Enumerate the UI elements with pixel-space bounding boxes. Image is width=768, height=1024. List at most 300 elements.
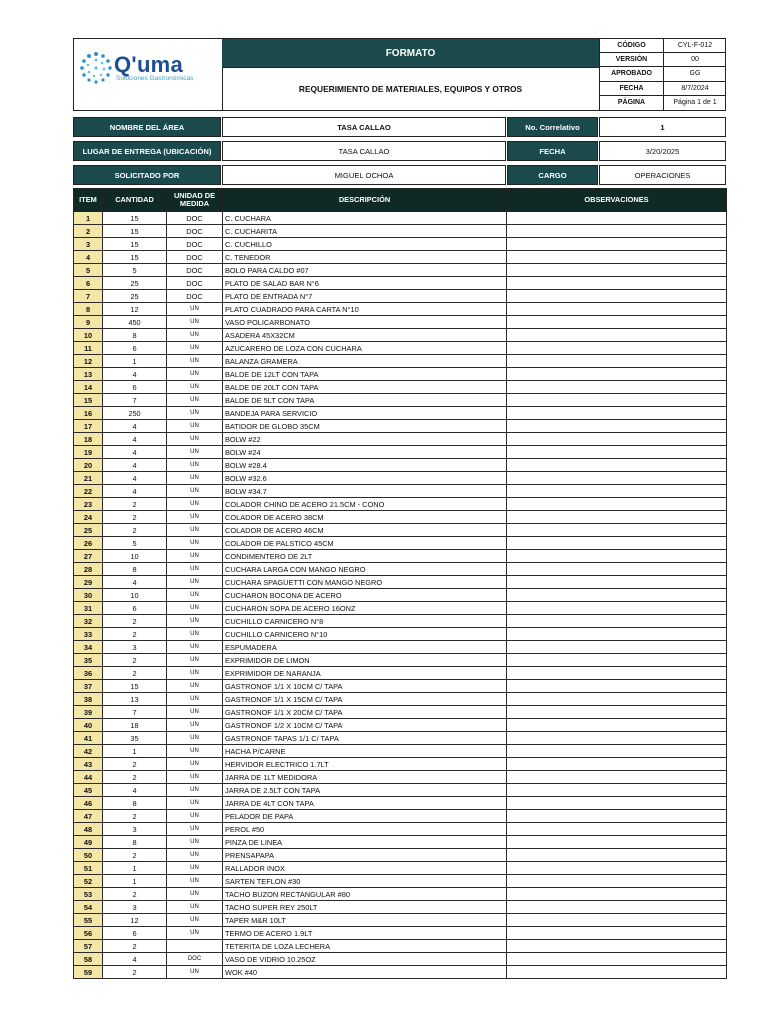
item-description: BOLO PARA CALDO #07 (223, 264, 507, 277)
items-table (73, 188, 727, 979)
item-number: 13 (74, 368, 103, 381)
item-quantity: 2 (103, 667, 167, 680)
table-row (74, 472, 727, 485)
item-observations (507, 381, 727, 394)
item-quantity: 8 (103, 329, 167, 342)
col-header-observaciones: OBSERVACIONES (507, 189, 727, 212)
col-header-cantidad: CANTIDAD (103, 189, 167, 212)
item-number: 7 (74, 290, 103, 303)
item-unit: UN (167, 576, 223, 589)
item-unit: UN (167, 329, 223, 342)
item-description: ASADERA 45X32CM (223, 329, 507, 342)
item-number: 31 (74, 602, 103, 615)
correlativo-value: 1 (599, 117, 726, 137)
item-quantity: 2 (103, 511, 167, 524)
item-quantity: 2 (103, 498, 167, 511)
item-observations (507, 264, 727, 277)
item-quantity: 18 (103, 719, 167, 732)
meta-key: VERSIÓN (600, 53, 664, 66)
table-row (74, 394, 727, 407)
table-row (74, 940, 727, 953)
table-row (74, 368, 727, 381)
item-observations (507, 602, 727, 615)
item-unit: UN (167, 420, 223, 433)
item-unit: UN (167, 914, 223, 927)
item-description: COLADOR DE PALSTICO 45CM (223, 537, 507, 550)
item-number: 20 (74, 459, 103, 472)
item-number: 35 (74, 654, 103, 667)
item-observations (507, 472, 727, 485)
item-number: 12 (74, 355, 103, 368)
item-description: C. TENEDOR (223, 251, 507, 264)
table-row (74, 771, 727, 784)
info-row-area (73, 117, 726, 137)
item-unit: UN (167, 511, 223, 524)
item-number: 8 (74, 303, 103, 316)
item-description: COLADOR CHINO DE ACERO 21.5CM - CONO (223, 498, 507, 511)
item-quantity: 15 (103, 238, 167, 251)
table-row (74, 303, 727, 316)
table-row (74, 602, 727, 615)
correlativo-label: No. Correlativo (507, 117, 598, 137)
item-unit: UN (167, 602, 223, 615)
item-observations (507, 862, 727, 875)
table-row (74, 342, 727, 355)
item-observations (507, 771, 727, 784)
item-description: TAPER M&R 10LT (223, 914, 507, 927)
item-description: CUCHILLO CARNICERO N°10 (223, 628, 507, 641)
item-number: 37 (74, 680, 103, 693)
item-number: 2 (74, 225, 103, 238)
item-quantity: 4 (103, 576, 167, 589)
document-meta (599, 39, 726, 110)
item-number: 15 (74, 394, 103, 407)
item-number: 56 (74, 927, 103, 940)
item-observations (507, 420, 727, 433)
item-description: JARRA DE 4LT CON TAPA (223, 797, 507, 810)
item-quantity: 2 (103, 615, 167, 628)
table-row (74, 277, 727, 290)
item-description: C. CUCHARA (223, 212, 507, 225)
item-unit: UN (167, 524, 223, 537)
item-description: BANDEJA PARA SERVICIO (223, 407, 507, 420)
solicitado-label: SOLICITADO POR (73, 165, 221, 185)
item-description: TACHO SUPER REY 250LT (223, 901, 507, 914)
item-observations (507, 459, 727, 472)
item-unit: UN (167, 797, 223, 810)
item-description: CUCHILLO CARNICERO N°8 (223, 615, 507, 628)
item-number: 19 (74, 446, 103, 459)
item-quantity: 2 (103, 810, 167, 823)
item-description: HERVIDOR ELECTRICO 1.7LT (223, 758, 507, 771)
item-observations (507, 290, 727, 303)
item-unit: UN (167, 732, 223, 745)
item-unit: UN (167, 446, 223, 459)
item-number: 52 (74, 875, 103, 888)
item-observations (507, 823, 727, 836)
item-description: GASTRONOF 1/1 X 15CM C/ TAPA (223, 693, 507, 706)
item-number: 43 (74, 758, 103, 771)
item-unit: UN (167, 355, 223, 368)
table-row (74, 953, 727, 966)
item-quantity: 4 (103, 446, 167, 459)
table-row (74, 810, 727, 823)
item-unit: UN (167, 966, 223, 979)
item-observations (507, 680, 727, 693)
item-description: EXPRIMIDOR DE NARANJA (223, 667, 507, 680)
item-unit: UN (167, 615, 223, 628)
item-description: COLADOR DE ACERO 38CM (223, 511, 507, 524)
item-description: PLATO DE SALAD BAR N°6 (223, 277, 507, 290)
table-row (74, 446, 727, 459)
item-observations (507, 953, 727, 966)
item-unit: UN (167, 498, 223, 511)
item-quantity: 25 (103, 277, 167, 290)
item-quantity: 13 (103, 693, 167, 706)
table-row (74, 615, 727, 628)
info-row-lugar (73, 141, 726, 161)
item-unit: UN (167, 810, 223, 823)
item-unit: UN (167, 641, 223, 654)
item-number: 34 (74, 641, 103, 654)
item-observations (507, 433, 727, 446)
item-quantity: 3 (103, 641, 167, 654)
item-quantity: 2 (103, 628, 167, 641)
item-unit: UN (167, 628, 223, 641)
table-row (74, 316, 727, 329)
meta-row (600, 39, 726, 53)
meta-row (600, 53, 726, 67)
meta-key: APROBADO (600, 67, 664, 80)
item-description: BOLW #34.7 (223, 485, 507, 498)
logo-wordmark: Q'uma (114, 52, 184, 77)
item-number: 48 (74, 823, 103, 836)
item-description: RALLADOR INOX (223, 862, 507, 875)
item-unit: UN (167, 758, 223, 771)
area-value: TASA CALLAO (222, 117, 506, 137)
item-quantity: 3 (103, 901, 167, 914)
item-description: CUCHARON SOPA DE ACERO 16ONZ (223, 602, 507, 615)
item-number: 57 (74, 940, 103, 953)
item-number: 54 (74, 901, 103, 914)
table-row (74, 550, 727, 563)
item-number: 42 (74, 745, 103, 758)
item-description: COLADOR DE ACERO 46CM (223, 524, 507, 537)
item-observations (507, 355, 727, 368)
item-number: 38 (74, 693, 103, 706)
item-observations (507, 329, 727, 342)
item-quantity: 1 (103, 355, 167, 368)
item-number: 10 (74, 329, 103, 342)
lugar-value: TASA CALLAO (222, 141, 506, 161)
item-description: CUCHARA LARGA CON MANGO NEGRO (223, 563, 507, 576)
item-description: C. CUCHARITA (223, 225, 507, 238)
item-quantity: 6 (103, 381, 167, 394)
item-description: GASTRONOF 1/1 X 20CM C/ TAPA (223, 706, 507, 719)
table-row (74, 537, 727, 550)
item-quantity: 6 (103, 602, 167, 615)
item-unit: UN (167, 771, 223, 784)
item-observations (507, 303, 727, 316)
item-quantity: 2 (103, 654, 167, 667)
item-unit: UN (167, 875, 223, 888)
item-number: 17 (74, 420, 103, 433)
table-row (74, 329, 727, 342)
item-description: GASTRONOF 1/1 X 10CM C/ TAPA (223, 680, 507, 693)
item-description: VASO DE VIDRIO 10.25OZ (223, 953, 507, 966)
table-row (74, 381, 727, 394)
item-unit: UN (167, 342, 223, 355)
item-quantity: 4 (103, 784, 167, 797)
item-unit: DOC (167, 277, 223, 290)
item-quantity: 4 (103, 459, 167, 472)
item-quantity: 2 (103, 771, 167, 784)
item-description: BOLW #28.4 (223, 459, 507, 472)
item-observations (507, 628, 727, 641)
table-row (74, 758, 727, 771)
cargo-value: OPERACIONES (599, 165, 726, 185)
table-row (74, 875, 727, 888)
item-description: CONDIMENTERO DE 2LT (223, 550, 507, 563)
table-row (74, 927, 727, 940)
item-quantity: 4 (103, 472, 167, 485)
item-description: PLATO DE ENTRADA N°7 (223, 290, 507, 303)
item-quantity: 4 (103, 420, 167, 433)
item-unit: UN (167, 654, 223, 667)
item-description: PELADOR DE PAPA (223, 810, 507, 823)
item-unit: DOC (167, 238, 223, 251)
item-description: BALDE DE 5LT CON TAPA (223, 394, 507, 407)
meta-value: Página 1 de 1 (673, 99, 717, 107)
item-quantity: 15 (103, 251, 167, 264)
item-observations (507, 901, 727, 914)
item-observations (507, 927, 727, 940)
item-observations (507, 238, 727, 251)
meta-row (600, 82, 726, 96)
item-unit: UN (167, 680, 223, 693)
meta-key: FECHA (600, 82, 664, 95)
table-row (74, 355, 727, 368)
item-observations (507, 537, 727, 550)
item-description: JARRA DE 1LT MEDIDORA (223, 771, 507, 784)
item-quantity: 5 (103, 537, 167, 550)
table-row (74, 680, 727, 693)
item-description: ESPUMADERA (223, 641, 507, 654)
meta-value: 8/7/2024 (681, 84, 709, 92)
item-observations (507, 225, 727, 238)
table-row (74, 862, 727, 875)
solicitado-value: MIGUEL OCHOA (222, 165, 506, 185)
item-observations (507, 641, 727, 654)
item-observations (507, 784, 727, 797)
item-quantity: 2 (103, 940, 167, 953)
item-description: GASTRONOF TAPAS 1/1 C/ TAPA (223, 732, 507, 745)
item-quantity: 12 (103, 914, 167, 927)
table-row (74, 641, 727, 654)
item-number: 4 (74, 251, 103, 264)
item-description: HACHA P/CARNE (223, 745, 507, 758)
item-observations (507, 849, 727, 862)
item-description: C. CUCHILLO (223, 238, 507, 251)
item-unit: UN (167, 563, 223, 576)
item-observations (507, 316, 727, 329)
item-quantity: 250 (103, 407, 167, 420)
item-description: BOLW #24 (223, 446, 507, 459)
item-unit: UN (167, 823, 223, 836)
item-number: 40 (74, 719, 103, 732)
item-number: 36 (74, 667, 103, 680)
item-quantity: 4 (103, 368, 167, 381)
item-quantity: 15 (103, 212, 167, 225)
item-unit: UN (167, 719, 223, 732)
meta-row (600, 96, 726, 110)
item-observations (507, 342, 727, 355)
item-number: 22 (74, 485, 103, 498)
item-observations (507, 498, 727, 511)
item-unit: UN (167, 303, 223, 316)
item-unit: UN (167, 394, 223, 407)
item-quantity: 10 (103, 550, 167, 563)
item-quantity: 8 (103, 836, 167, 849)
item-observations (507, 511, 727, 524)
item-quantity: 2 (103, 758, 167, 771)
item-unit: UN (167, 836, 223, 849)
item-quantity: 15 (103, 680, 167, 693)
item-number: 59 (74, 966, 103, 979)
item-quantity: 35 (103, 732, 167, 745)
item-observations (507, 589, 727, 602)
meta-value: 00 (691, 56, 699, 64)
item-observations (507, 550, 727, 563)
table-row (74, 290, 727, 303)
item-observations (507, 693, 727, 706)
item-quantity: 4 (103, 485, 167, 498)
item-number: 30 (74, 589, 103, 602)
item-observations (507, 732, 727, 745)
meta-key: CÓDIGO (600, 39, 664, 52)
item-quantity: 1 (103, 745, 167, 758)
item-unit: UN (167, 537, 223, 550)
item-quantity: 1 (103, 875, 167, 888)
item-unit: UN (167, 472, 223, 485)
item-observations (507, 212, 727, 225)
item-number: 41 (74, 732, 103, 745)
item-quantity: 15 (103, 225, 167, 238)
table-row (74, 849, 727, 862)
item-description: BALANZA GRAMERA (223, 355, 507, 368)
item-description: CUCHARON BOCONA DE ACERO (223, 589, 507, 602)
item-quantity: 6 (103, 342, 167, 355)
item-unit: UN (167, 862, 223, 875)
table-body (74, 212, 727, 979)
item-observations (507, 407, 727, 420)
item-number: 21 (74, 472, 103, 485)
table-row (74, 433, 727, 446)
item-quantity: 2 (103, 888, 167, 901)
logo-mark-icon (79, 51, 113, 85)
item-observations (507, 576, 727, 589)
item-observations (507, 745, 727, 758)
item-unit: UN (167, 745, 223, 758)
item-description: BOLW #22 (223, 433, 507, 446)
item-number: 29 (74, 576, 103, 589)
item-unit: DOC (167, 264, 223, 277)
item-quantity: 12 (103, 303, 167, 316)
table-row (74, 732, 727, 745)
item-observations (507, 940, 727, 953)
table-row (74, 225, 727, 238)
item-unit: UN (167, 927, 223, 940)
item-number: 16 (74, 407, 103, 420)
table-row (74, 823, 727, 836)
meta-key: PÁGINA (600, 96, 664, 110)
table-row (74, 719, 727, 732)
item-unit (167, 940, 223, 953)
item-quantity: 4 (103, 433, 167, 446)
table-row (74, 238, 727, 251)
item-observations (507, 888, 727, 901)
item-observations (507, 251, 727, 264)
item-unit: UN (167, 784, 223, 797)
table-row (74, 628, 727, 641)
item-quantity: 7 (103, 394, 167, 407)
item-description: EXPRIMIDOR DE LIMON (223, 654, 507, 667)
item-observations (507, 797, 727, 810)
cargo-label: CARGO (507, 165, 598, 185)
item-description: JARRA DE 2.5LT CON TAPA (223, 784, 507, 797)
item-observations (507, 654, 727, 667)
logo-tagline: Soluciones Gastronómicas (116, 75, 194, 82)
item-description: GASTRONOF 1/2 X 10CM C/ TAPA (223, 719, 507, 732)
table-row (74, 563, 727, 576)
item-number: 27 (74, 550, 103, 563)
table-row (74, 589, 727, 602)
item-unit: UN (167, 849, 223, 862)
item-unit: UN (167, 667, 223, 680)
item-description: PINZA DE LINEA (223, 836, 507, 849)
item-number: 25 (74, 524, 103, 537)
item-number: 6 (74, 277, 103, 290)
item-number: 50 (74, 849, 103, 862)
item-unit: DOC (167, 225, 223, 238)
item-observations (507, 524, 727, 537)
item-observations (507, 810, 727, 823)
table-row (74, 498, 727, 511)
col-header-unidad: UNIDAD DE MEDIDA (167, 189, 223, 212)
item-observations (507, 368, 727, 381)
item-description: CUCHARA SPAGUETTI CON MANGO NEGRO (223, 576, 507, 589)
lugar-label: LUGAR DE ENTREGA (UBICACIÓN) (73, 141, 221, 161)
item-unit: UN (167, 459, 223, 472)
item-observations (507, 966, 727, 979)
item-quantity: 1 (103, 862, 167, 875)
table-row (74, 654, 727, 667)
item-observations (507, 758, 727, 771)
table-row (74, 888, 727, 901)
document-title: REQUERIMIENTO DE MATERIALES, EQUIPOS Y OTROS (298, 84, 523, 94)
item-number: 53 (74, 888, 103, 901)
item-unit: UN (167, 316, 223, 329)
item-observations (507, 667, 727, 680)
table-row (74, 966, 727, 979)
meta-value: GG (689, 70, 701, 78)
item-description: PEROL #50 (223, 823, 507, 836)
item-unit: DOC (167, 290, 223, 303)
item-description: TETERITA DE LOZA LECHERA (223, 940, 507, 953)
item-unit: UN (167, 550, 223, 563)
table-row (74, 784, 727, 797)
item-number: 14 (74, 381, 103, 394)
